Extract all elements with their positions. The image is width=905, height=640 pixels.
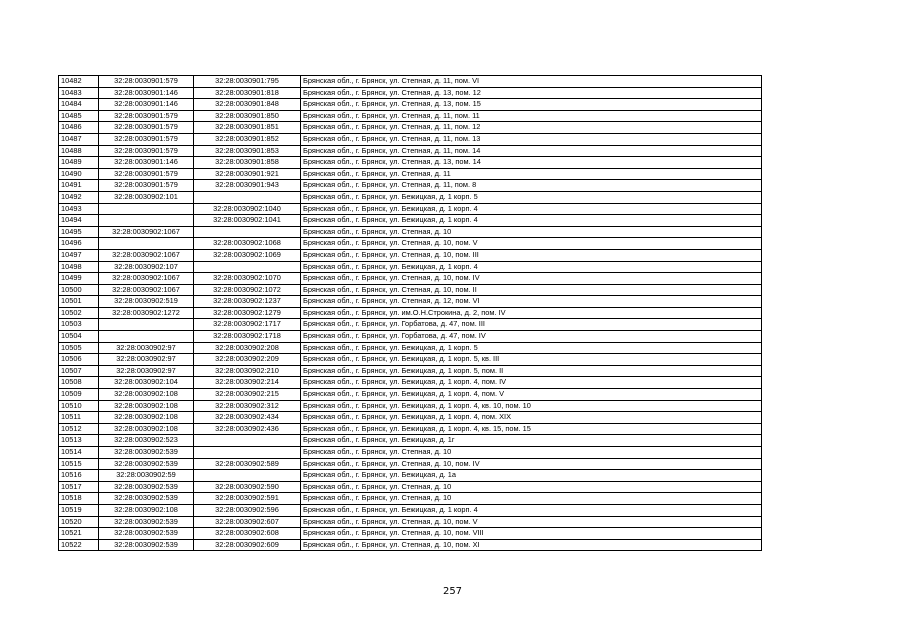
address-cell: Брянская обл., г. Брянск, ул. Степная, д. 10, пом. IV [301,273,762,285]
object-number-cell: 32:28:0030901:851 [194,122,301,134]
address-cell: Брянская обл., г. Брянск, ул. Степная, д. 10 [301,481,762,493]
address-cell: Брянская обл., г. Брянск, ул. Степная, д. 10, пом. V [301,238,762,250]
table-row [59,528,762,540]
address-cell: Брянская обл., г. Брянск, ул. Горбатова, д. 47, пом. III [301,319,762,331]
address-cell: Брянская обл., г. Брянск, ул. Степная, д. 11, пом. 13 [301,133,762,145]
parcel-number-cell [99,215,194,227]
table-row [59,470,762,482]
object-number-cell [194,447,301,459]
object-number-cell: 32:28:0030902:210 [194,365,301,377]
parcel-number-cell: 32:28:0030902:108 [99,412,194,424]
parcel-number-cell: 32:28:0030902:519 [99,296,194,308]
row-number-cell: 10517 [59,481,99,493]
object-number-cell: 32:28:0030902:1069 [194,249,301,261]
object-number-cell: 32:28:0030902:608 [194,528,301,540]
parcel-number-cell: 32:28:0030902:523 [99,435,194,447]
table-row [59,516,762,528]
row-number-cell: 10511 [59,412,99,424]
object-number-cell: 32:28:0030902:215 [194,389,301,401]
row-number-cell: 10491 [59,180,99,192]
parcel-number-cell: 32:28:0030901:579 [99,122,194,134]
object-number-cell: 32:28:0030901:818 [194,87,301,99]
table-row [59,145,762,157]
row-number-cell: 10506 [59,354,99,366]
row-number-cell: 10498 [59,261,99,273]
row-number-cell: 10486 [59,122,99,134]
table-row [59,284,762,296]
row-number-cell: 10499 [59,273,99,285]
row-number-cell: 10510 [59,400,99,412]
table-row [59,539,762,551]
row-number-cell: 10493 [59,203,99,215]
row-number-cell: 10492 [59,191,99,203]
table-row [59,191,762,203]
table-row [59,226,762,238]
row-number-cell: 10487 [59,133,99,145]
address-cell: Брянская обл., г. Брянск, ул. Бежицкая, д. 1 корп. 4 [301,261,762,273]
table-row [59,423,762,435]
table-row [59,133,762,145]
row-number-cell: 10482 [59,76,99,88]
table-row [59,493,762,505]
row-number-cell: 10494 [59,215,99,227]
table-row [59,168,762,180]
row-number-cell: 10520 [59,516,99,528]
parcel-number-cell: 32:28:0030901:146 [99,99,194,111]
object-number-cell: 32:28:0030902:1237 [194,296,301,308]
parcel-number-cell [99,203,194,215]
table-row [59,249,762,261]
table-row [59,110,762,122]
address-cell: Брянская обл., г. Брянск, ул. Бежицкая, д. 1г [301,435,762,447]
address-cell: Брянская обл., г. Брянск, ул. Степная, д. 10, пом. III [301,249,762,261]
address-cell: Брянская обл., г. Брянск, ул. Бежицкая, д. 1 корп. 4, пом. XIX [301,412,762,424]
address-cell: Брянская обл., г. Брянск, ул. Бежицкая, д. 1 корп. 4, пом. V [301,389,762,401]
row-number-cell: 10484 [59,99,99,111]
table-row [59,447,762,459]
address-cell: Брянская обл., г. Брянск, ул. Степная, д. 10, пом. XI [301,539,762,551]
object-number-cell: 32:28:0030902:1717 [194,319,301,331]
object-number-cell: 32:28:0030902:1718 [194,331,301,343]
parcel-number-cell: 32:28:0030902:1272 [99,307,194,319]
parcel-number-cell: 32:28:0030902:1067 [99,273,194,285]
row-number-cell: 10507 [59,365,99,377]
address-cell: Брянская обл., г. Брянск, ул. Бежицкая, д. 1а [301,470,762,482]
parcel-number-cell: 32:28:0030901:579 [99,76,194,88]
address-cell: Брянская обл., г. Брянск, ул. Степная, д. 10, пом. VIII [301,528,762,540]
table-row [59,354,762,366]
object-number-cell: 32:28:0030902:609 [194,539,301,551]
address-cell: Брянская обл., г. Брянск, ул. Бежицкая, д. 1 корп. 5, кв. III [301,354,762,366]
object-number-cell: 32:28:0030902:312 [194,400,301,412]
address-cell: Брянская обл., г. Брянск, ул. Степная, д. 12, пом. VI [301,296,762,308]
row-number-cell: 10512 [59,423,99,435]
table-row [59,76,762,88]
object-number-cell: 32:28:0030902:591 [194,493,301,505]
object-number-cell: 32:28:0030902:1072 [194,284,301,296]
table-row [59,261,762,273]
object-number-cell: 32:28:0030901:853 [194,145,301,157]
parcel-number-cell: 32:28:0030901:146 [99,87,194,99]
parcel-number-cell: 32:28:0030902:539 [99,516,194,528]
row-number-cell: 10501 [59,296,99,308]
table-row [59,87,762,99]
object-number-cell: 32:28:0030901:921 [194,168,301,180]
table-row [59,157,762,169]
object-number-cell: 32:28:0030902:208 [194,342,301,354]
parcel-number-cell: 32:28:0030902:104 [99,377,194,389]
cadastral-table-body [59,76,762,551]
parcel-number-cell: 32:28:0030902:108 [99,400,194,412]
object-number-cell: 32:28:0030902:1070 [194,273,301,285]
object-number-cell: 32:28:0030901:795 [194,76,301,88]
parcel-number-cell: 32:28:0030902:97 [99,365,194,377]
table-row [59,99,762,111]
object-number-cell: 32:28:0030901:848 [194,99,301,111]
object-number-cell [194,470,301,482]
object-number-cell: 32:28:0030902:589 [194,458,301,470]
address-cell: Брянская обл., г. Брянск, ул. Степная, д. 11, пом. 14 [301,145,762,157]
parcel-number-cell: 32:28:0030902:1067 [99,249,194,261]
address-cell: Брянская обл., г. Брянск, ул. Степная, д. 10 [301,226,762,238]
table-row [59,412,762,424]
parcel-number-cell [99,319,194,331]
row-number-cell: 10497 [59,249,99,261]
address-cell: Брянская обл., г. Брянск, ул. Бежицкая, д. 1 корп. 5 [301,342,762,354]
address-cell: Брянская обл., г. Брянск, ул. Степная, д. 11, пом. 8 [301,180,762,192]
row-number-cell: 10502 [59,307,99,319]
parcel-number-cell: 32:28:0030902:539 [99,447,194,459]
address-cell: Брянская обл., г. Брянск, ул. Степная, д. 13, пом. 15 [301,99,762,111]
row-number-cell: 10514 [59,447,99,459]
address-cell: Брянская обл., г. Брянск, ул. Степная, д. 11 [301,168,762,180]
object-number-cell: 32:28:0030902:209 [194,354,301,366]
address-cell: Брянская обл., г. Брянск, ул. Бежицкая, д. 1 корп. 4 [301,215,762,227]
table-row [59,331,762,343]
parcel-number-cell: 32:28:0030902:539 [99,528,194,540]
row-number-cell: 10519 [59,504,99,516]
address-cell: Брянская обл., г. Брянск, ул. Бежицкая, д. 1 корп. 4, кв. 10, пом. 10 [301,400,762,412]
object-number-cell: 32:28:0030902:436 [194,423,301,435]
object-number-cell: 32:28:0030901:858 [194,157,301,169]
address-cell: Брянская обл., г. Брянск, ул. Степная, д. 13, пом. 14 [301,157,762,169]
object-number-cell: 32:28:0030902:1040 [194,203,301,215]
address-cell: Брянская обл., г. Брянск, ул. Бежицкая, д. 1 корп. 4 [301,203,762,215]
row-number-cell: 10518 [59,493,99,505]
object-number-cell: 32:28:0030901:850 [194,110,301,122]
address-cell: Брянская обл., г. Брянск, ул. Степная, д. 11, пом. 11 [301,110,762,122]
parcel-number-cell: 32:28:0030902:97 [99,354,194,366]
address-cell: Брянская обл., г. Брянск, ул. Степная, д. 10, пом. V [301,516,762,528]
address-cell: Брянская обл., г. Брянск, ул. Бежицкая, д. 1 корп. 4, кв. 15, пом. 15 [301,423,762,435]
object-number-cell [194,226,301,238]
parcel-number-cell: 32:28:0030902:101 [99,191,194,203]
table-row [59,273,762,285]
parcel-number-cell: 32:28:0030901:579 [99,180,194,192]
row-number-cell: 10495 [59,226,99,238]
row-number-cell: 10505 [59,342,99,354]
row-number-cell: 10515 [59,458,99,470]
address-cell: Брянская обл., г. Брянск, ул. Степная, д. 10 [301,493,762,505]
table-row [59,342,762,354]
parcel-number-cell: 32:28:0030902:108 [99,423,194,435]
row-number-cell: 10513 [59,435,99,447]
table-row [59,307,762,319]
row-number-cell: 10485 [59,110,99,122]
parcel-number-cell: 32:28:0030901:579 [99,145,194,157]
table-row [59,296,762,308]
row-number-cell: 10521 [59,528,99,540]
object-number-cell: 32:28:0030902:607 [194,516,301,528]
row-number-cell: 10516 [59,470,99,482]
parcel-number-cell: 32:28:0030902:539 [99,493,194,505]
address-cell: Брянская обл., г. Брянск, ул. Бежицкая, д. 1 корп. 5 [301,191,762,203]
object-number-cell: 32:28:0030902:1041 [194,215,301,227]
table-row [59,122,762,134]
parcel-number-cell: 32:28:0030901:579 [99,133,194,145]
row-number-cell: 10508 [59,377,99,389]
address-cell: Брянская обл., г. Брянск, ул. Бежицкая, д. 1 корп. 4, пом. IV [301,377,762,389]
table-row [59,180,762,192]
table-row [59,389,762,401]
parcel-number-cell: 32:28:0030901:579 [99,110,194,122]
address-cell: Брянская обл., г. Брянск, ул. Степная, д. 10, пом. IV [301,458,762,470]
row-number-cell: 10483 [59,87,99,99]
object-number-cell: 32:28:0030902:214 [194,377,301,389]
table-row [59,435,762,447]
parcel-number-cell: 32:28:0030902:539 [99,458,194,470]
object-number-cell: 32:28:0030902:1068 [194,238,301,250]
row-number-cell: 10500 [59,284,99,296]
address-cell: Брянская обл., г. Брянск, ул. Степная, д. 11, пом. 12 [301,122,762,134]
parcel-number-cell: 32:28:0030902:539 [99,539,194,551]
address-cell: Брянская обл., г. Брянск, ул. Степная, д. 11, пом. VI [301,76,762,88]
row-number-cell: 10489 [59,157,99,169]
table-row [59,400,762,412]
address-cell: Брянская обл., г. Брянск, ул. Бежицкая, д. 1 корп. 5, пом. II [301,365,762,377]
object-number-cell [194,261,301,273]
parcel-number-cell: 32:28:0030902:1067 [99,284,194,296]
parcel-number-cell: 32:28:0030901:146 [99,157,194,169]
table-row [59,238,762,250]
address-cell: Брянская обл., г. Брянск, ул. Бежицкая, д. 1 корп. 4 [301,504,762,516]
row-number-cell: 10522 [59,539,99,551]
row-number-cell: 10496 [59,238,99,250]
parcel-number-cell: 32:28:0030902:108 [99,504,194,516]
table-row [59,377,762,389]
table-row [59,203,762,215]
table-row [59,458,762,470]
row-number-cell: 10509 [59,389,99,401]
table-row [59,319,762,331]
parcel-number-cell: 32:28:0030902:108 [99,389,194,401]
object-number-cell: 32:28:0030901:852 [194,133,301,145]
address-cell: Брянская обл., г. Брянск, ул. Степная, д. 13, пом. 12 [301,87,762,99]
row-number-cell: 10503 [59,319,99,331]
parcel-number-cell [99,238,194,250]
parcel-number-cell: 32:28:0030902:539 [99,481,194,493]
object-number-cell: 32:28:0030901:943 [194,180,301,192]
address-cell: Брянская обл., г. Брянск, ул. им.О.Н.Строкина, д. 2, пом. IV [301,307,762,319]
parcel-number-cell: 32:28:0030902:97 [99,342,194,354]
row-number-cell: 10488 [59,145,99,157]
parcel-number-cell: 32:28:0030902:59 [99,470,194,482]
cadastral-table [58,75,762,551]
table-row [59,481,762,493]
object-number-cell: 32:28:0030902:590 [194,481,301,493]
address-cell: Брянская обл., г. Брянск, ул. Степная, д. 10 [301,447,762,459]
address-cell: Брянская обл., г. Брянск, ул. Горбатова, д. 47, пом. IV [301,331,762,343]
object-number-cell [194,191,301,203]
address-cell: Брянская обл., г. Брянск, ул. Степная, д. 10, пом. II [301,284,762,296]
table-row [59,504,762,516]
object-number-cell: 32:28:0030902:434 [194,412,301,424]
parcel-number-cell: 32:28:0030902:107 [99,261,194,273]
parcel-number-cell [99,331,194,343]
table-row [59,215,762,227]
page-number: 257 [442,586,463,597]
table-row [59,365,762,377]
parcel-number-cell: 32:28:0030902:1067 [99,226,194,238]
object-number-cell [194,435,301,447]
parcel-number-cell: 32:28:0030901:579 [99,168,194,180]
object-number-cell: 32:28:0030902:596 [194,504,301,516]
row-number-cell: 10490 [59,168,99,180]
row-number-cell: 10504 [59,331,99,343]
object-number-cell: 32:28:0030902:1279 [194,307,301,319]
